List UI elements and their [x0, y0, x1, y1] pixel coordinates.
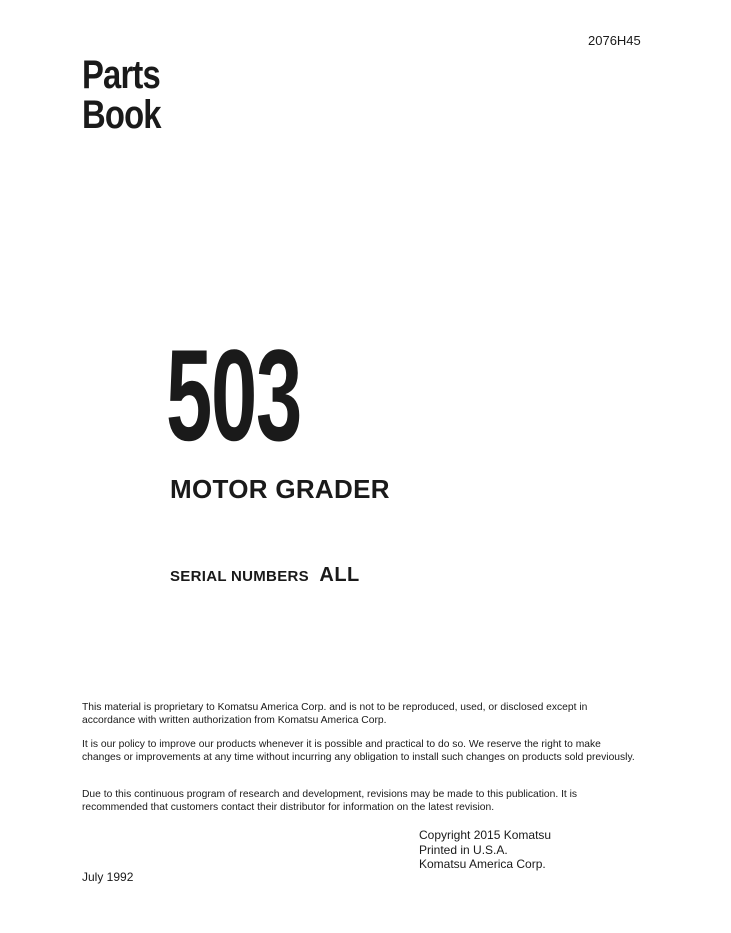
serial-numbers-line — [170, 564, 360, 587]
improvement-policy-notice: It is our policy to improve our products whenever it is possible and practical to do so. We reserve the right to make changes or improvements at any time without incurring any obligation to install such changes on products sold previously. — [82, 739, 635, 763]
publication-date: July 1992 — [82, 870, 134, 884]
model-number: 503 — [166, 322, 301, 468]
revision-notice: Due to this continuous program of research and development, revisions may be made to this publication. It is recommended that customers contact their distributor for information on the latest revision. — [82, 789, 578, 813]
product-name: MOTOR GRADER — [170, 474, 390, 504]
proprietary-notice: This material is proprietary to Komatsu America Corp. and is not to be reproduced, used, or disclosed except in accordance with written authorization from Komatsu America Corp. — [82, 702, 588, 726]
serial-numbers-value: ALL — [319, 564, 360, 586]
document-number: 2076H45 — [588, 33, 641, 48]
serial-numbers-label: SERIAL NUMBERS — [170, 568, 309, 585]
company-line: Komatsu America Corp. — [419, 857, 546, 871]
parts-book-heading — [82, 55, 161, 135]
copyright-block — [419, 828, 551, 872]
heading-line-parts: Parts — [82, 53, 160, 97]
printed-in-line: Printed in U.S.A. — [419, 842, 508, 857]
heading-line-book: Book — [82, 93, 161, 137]
copyright-line: Copyright 2015 Komatsu — [419, 828, 552, 842]
